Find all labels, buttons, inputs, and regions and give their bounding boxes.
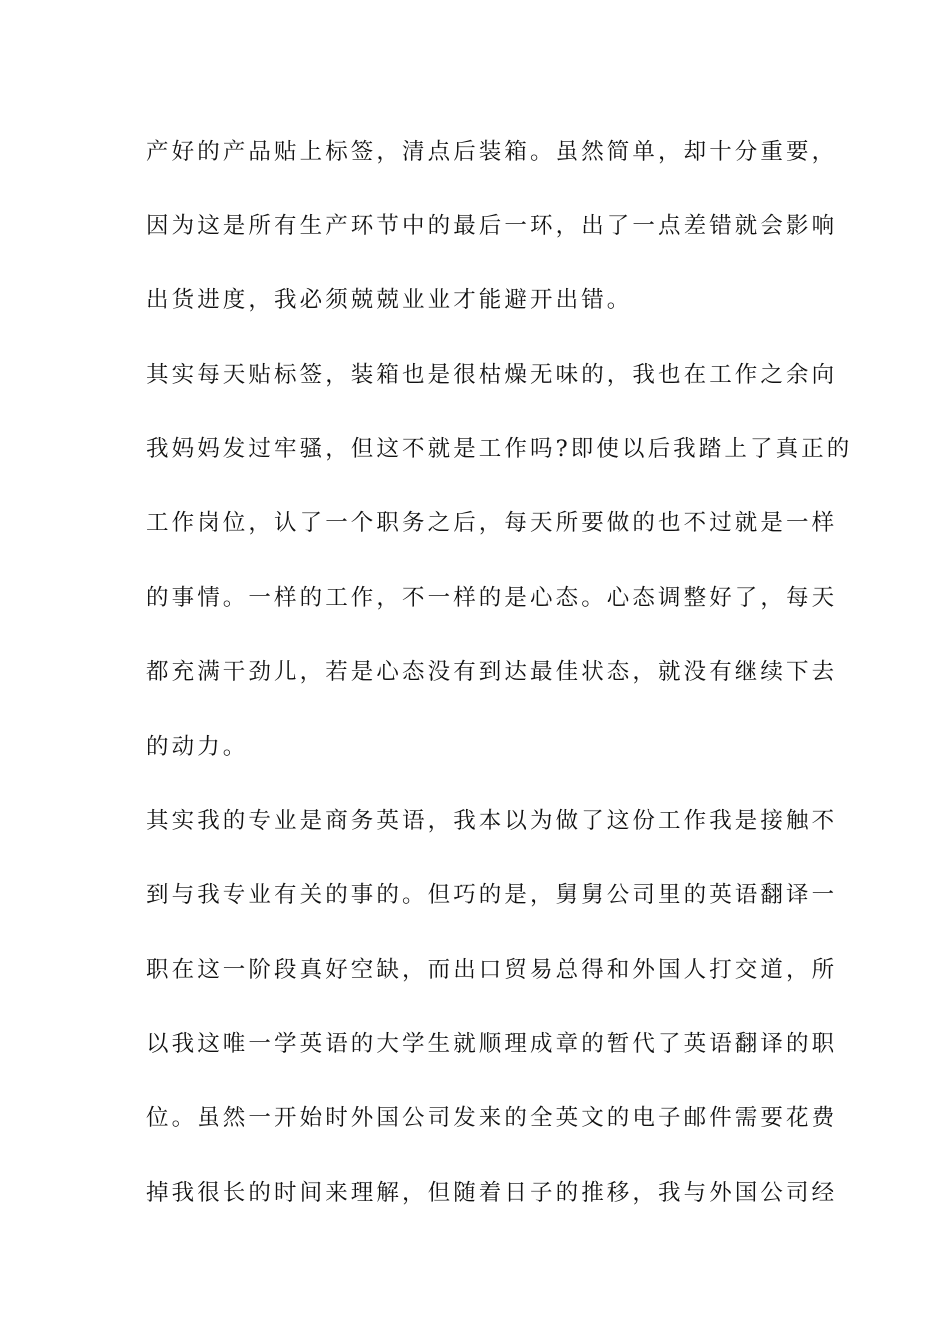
text-line-14: 位。虽然一开始时外国公司发来的全英文的电子邮件需要花费 bbox=[146, 1105, 838, 1131]
text-line-6: 工作岗位，认了一个职务之后，每天所要做的也不过就是一样 bbox=[146, 510, 838, 536]
text-line-12: 职在这一阶段真好空缺，而出口贸易总得和外国人打交道，所 bbox=[146, 957, 838, 983]
text-line-15: 掉我很长的时间来理解，但随着日子的推移，我与外国公司经 bbox=[146, 1180, 838, 1206]
text-line-3: 出货进度，我必须兢兢业业才能避开出错。 bbox=[146, 287, 633, 313]
text-line-2: 因为这是所有生产环节中的最后一环，出了一点差错就会影响 bbox=[146, 213, 838, 239]
text-line-10: 其实我的专业是商务英语，我本以为做了这份工作我是接触不 bbox=[146, 808, 838, 834]
text-line-13: 以我这唯一学英语的大学生就顺理成章的暂代了英语翻译的职 bbox=[146, 1031, 838, 1057]
text-line-8: 都充满干劲儿，若是心态没有到达最佳状态，就没有继续下去 bbox=[146, 659, 838, 685]
text-line-5: 我妈妈发过牢骚，但这不就是工作吗?即使以后我踏上了真正的 bbox=[146, 436, 853, 462]
text-line-7: 的事情。一样的工作，不一样的是心态。心态调整好了，每天 bbox=[146, 585, 838, 611]
text-line-4: 其实每天贴标签，装箱也是很枯燥无味的，我也在工作之余向 bbox=[146, 362, 838, 388]
text-line-1: 产好的产品贴上标签，清点后装箱。虽然简单，却十分重要， bbox=[146, 139, 838, 165]
text-line-9: 的动力。 bbox=[146, 734, 249, 760]
text-line-11: 到与我专业有关的事的。但巧的是，舅舅公司里的英语翻译一 bbox=[146, 882, 838, 908]
